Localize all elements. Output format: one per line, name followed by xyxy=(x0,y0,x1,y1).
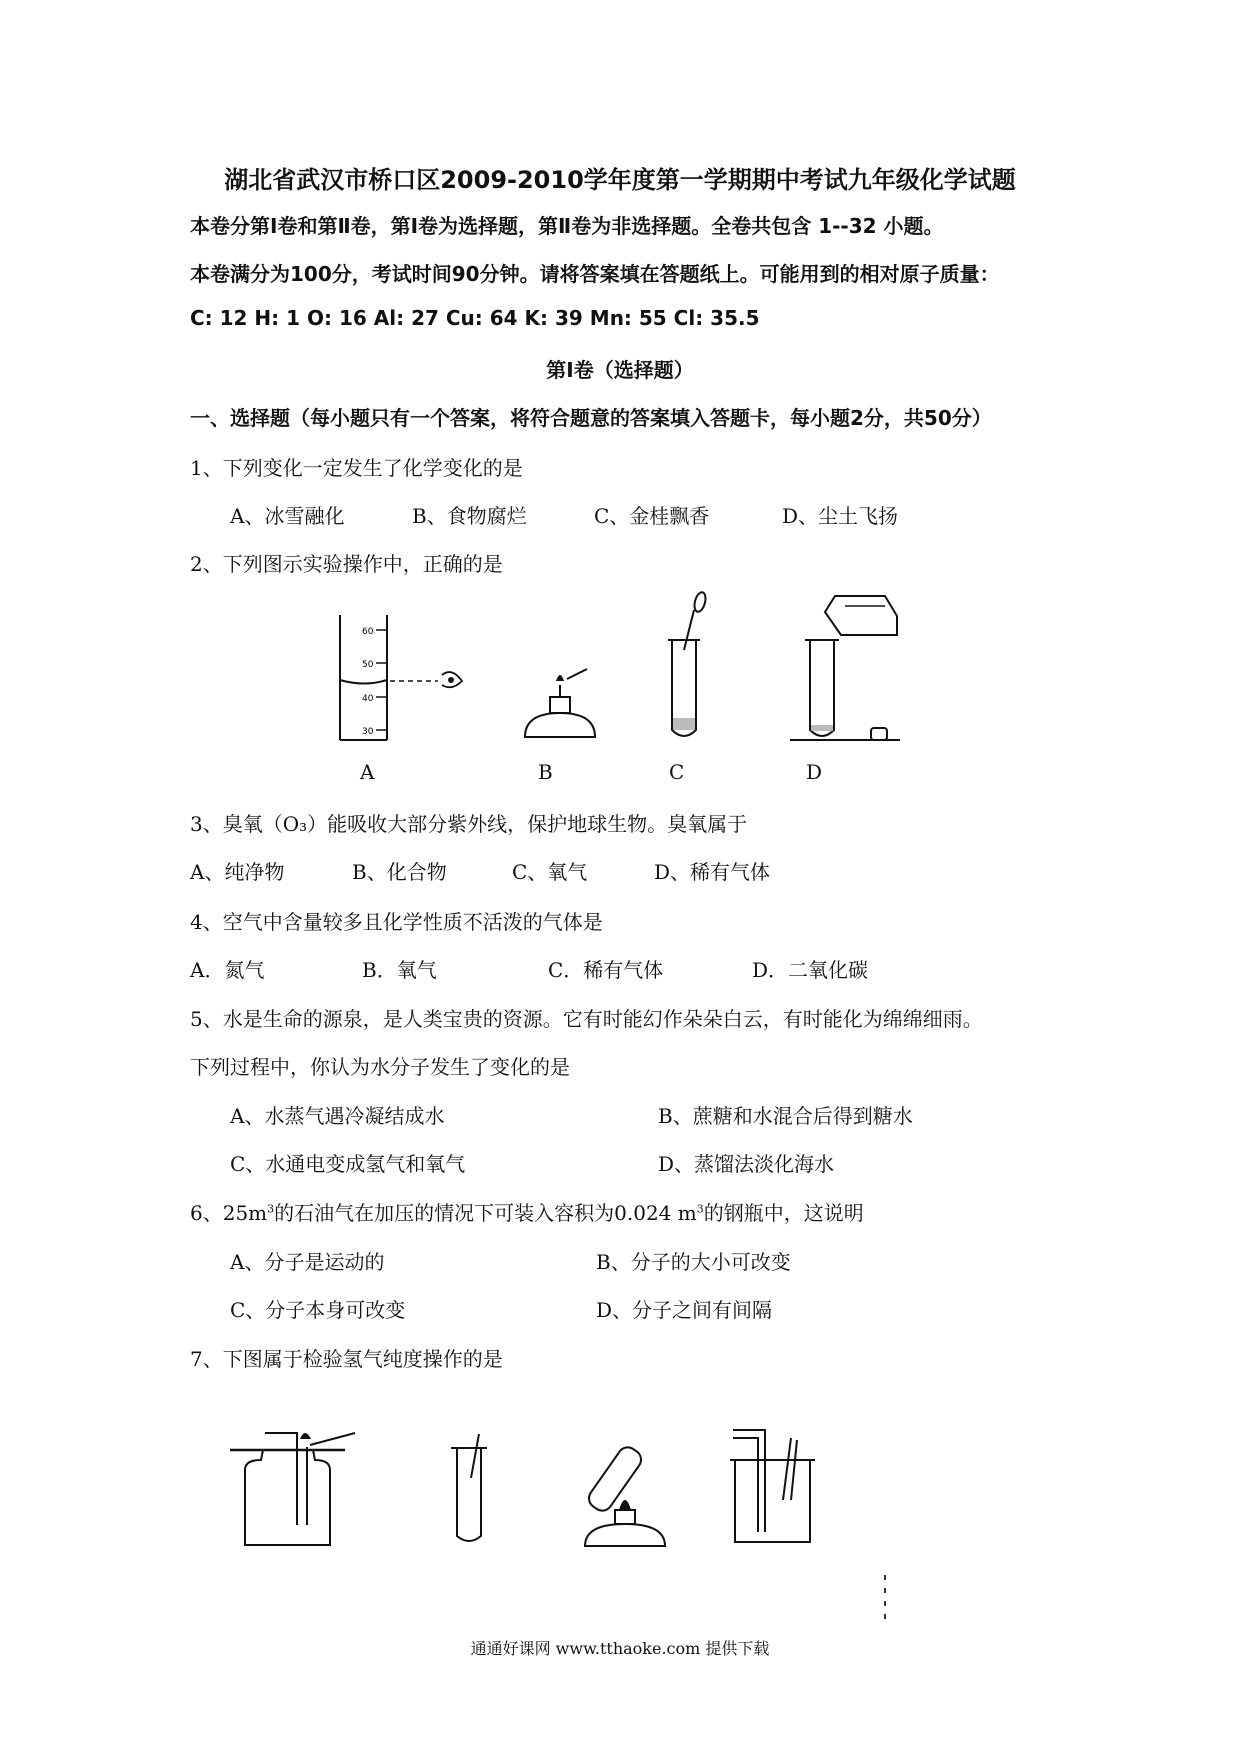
question-1-stem: 1、下列变化一定发生了化学变化的是 xyxy=(190,456,523,480)
figure-label-a: A xyxy=(360,760,375,784)
q5-option-a: A、水蒸气遇冷凝结成水 xyxy=(230,1104,445,1128)
section-heading: 一、选择题（每小题只有一个答案，将符合题意的答案填入答题卡，每小题2分，共50分） xyxy=(190,406,992,430)
q4-option-d: D．二氧化碳 xyxy=(752,958,869,982)
question-6-stem xyxy=(190,1197,864,1226)
figure-test-tube-dropper xyxy=(660,590,720,745)
q1-option-d: D、尘土飞扬 xyxy=(782,504,899,528)
question-4-stem: 4、空气中含量较多且化学性质不活泼的气体是 xyxy=(190,910,603,934)
q6-option-a: A、分子是运动的 xyxy=(230,1250,385,1274)
figure-label-c: C xyxy=(669,760,685,784)
figure-alcohol-lamp xyxy=(515,665,605,745)
q1-option-a: A、冰雪融化 xyxy=(230,504,345,528)
q3-option-a: A、纯净物 xyxy=(190,860,285,884)
section-title: 第Ⅰ卷（选择题） xyxy=(546,358,694,382)
figure-test-tube-stirrer xyxy=(445,1428,505,1548)
figure-label-d: D xyxy=(806,760,823,784)
q6-superscript-2: 3 xyxy=(696,1202,704,1216)
dashed-margin-mark xyxy=(880,1575,890,1625)
tick-60: 60 xyxy=(362,627,374,637)
tick-50: 50 xyxy=(362,660,374,670)
q5-option-b: B、蔗糖和水混合后得到糖水 xyxy=(658,1104,913,1128)
q1-option-c: C、金桂飘香 xyxy=(594,504,710,528)
page-title: 湖北省武汉市桥口区2009-2010学年度第一学期期中考试九年级化学试题 xyxy=(224,166,1016,194)
figure-pouring-liquid xyxy=(785,590,905,745)
question-5-stem-cont: 下列过程中，你认为水分子发生了变化的是 xyxy=(190,1055,570,1079)
question-5-stem: 5、水是生命的源泉，是人类宝贵的资源。它有时能幻作朵朵白云，有时能化为绵绵细雨。 xyxy=(190,1007,983,1031)
q3-option-c: C、氧气 xyxy=(512,860,588,884)
figure-tube-over-lamp xyxy=(575,1420,675,1550)
q6-stem-part-1: 6、25m xyxy=(190,1201,268,1225)
q6-stem-part-2: 的石油气在加压的情况下可装入容积为0.024 m xyxy=(274,1201,697,1225)
q6-option-b: B、分子的大小可改变 xyxy=(596,1250,791,1274)
figure-cylinder-reading xyxy=(330,605,470,745)
q1-option-b: B、食物腐烂 xyxy=(412,504,527,528)
q4-option-a: A．氮气 xyxy=(190,958,265,982)
q6-stem-part-3: 的钢瓶中，这说明 xyxy=(703,1201,864,1225)
q6-superscript-1: 3 xyxy=(267,1202,275,1216)
intro-line-2: 本卷满分为100分，考试时间90分钟。请将答案填在答题纸上。可能用到的相对原子质量： xyxy=(190,262,1000,286)
question-7-stem: 7、下图属于检验氢气纯度操作的是 xyxy=(190,1347,503,1371)
q3-option-d: D、稀有气体 xyxy=(654,860,771,884)
tick-30: 30 xyxy=(362,727,374,737)
q6-option-d: D、分子之间有间隔 xyxy=(596,1298,773,1322)
atomic-masses: C: 12 H: 1 O: 16 Al: 27 Cu: 64 K: 39 Mn: 55 Cl: 35.5 xyxy=(190,306,760,330)
footer-source: 通通好课网 www.tthaoke.com 提供下载 xyxy=(470,1639,770,1658)
intro-line-1: 本卷分第Ⅰ卷和第Ⅱ卷，第Ⅰ卷为选择题，第Ⅱ卷为非选择题。全卷共包含 1--32 小题。 xyxy=(190,214,944,238)
q4-option-c: C．稀有气体 xyxy=(548,958,664,982)
figure-label-b: B xyxy=(538,760,553,784)
q6-option-c: C、分子本身可改变 xyxy=(230,1298,406,1322)
q5-option-c: C、水通电变成氢气和氧气 xyxy=(230,1152,466,1176)
question-3-stem: 3、臭氧（O₃）能吸收大部分紫外线，保护地球生物。臭氧属于 xyxy=(190,812,748,836)
q3-option-b: B、化合物 xyxy=(352,860,447,884)
figure-gas-bottle-ignition xyxy=(225,1425,365,1550)
q4-option-b: B．氧气 xyxy=(362,958,437,982)
q5-option-d: D、蒸馏法淡化海水 xyxy=(658,1152,835,1176)
tick-40: 40 xyxy=(362,694,374,704)
figure-collecting-bottle xyxy=(725,1420,825,1550)
question-2-stem: 2、下列图示实验操作中，正确的是 xyxy=(190,552,503,576)
